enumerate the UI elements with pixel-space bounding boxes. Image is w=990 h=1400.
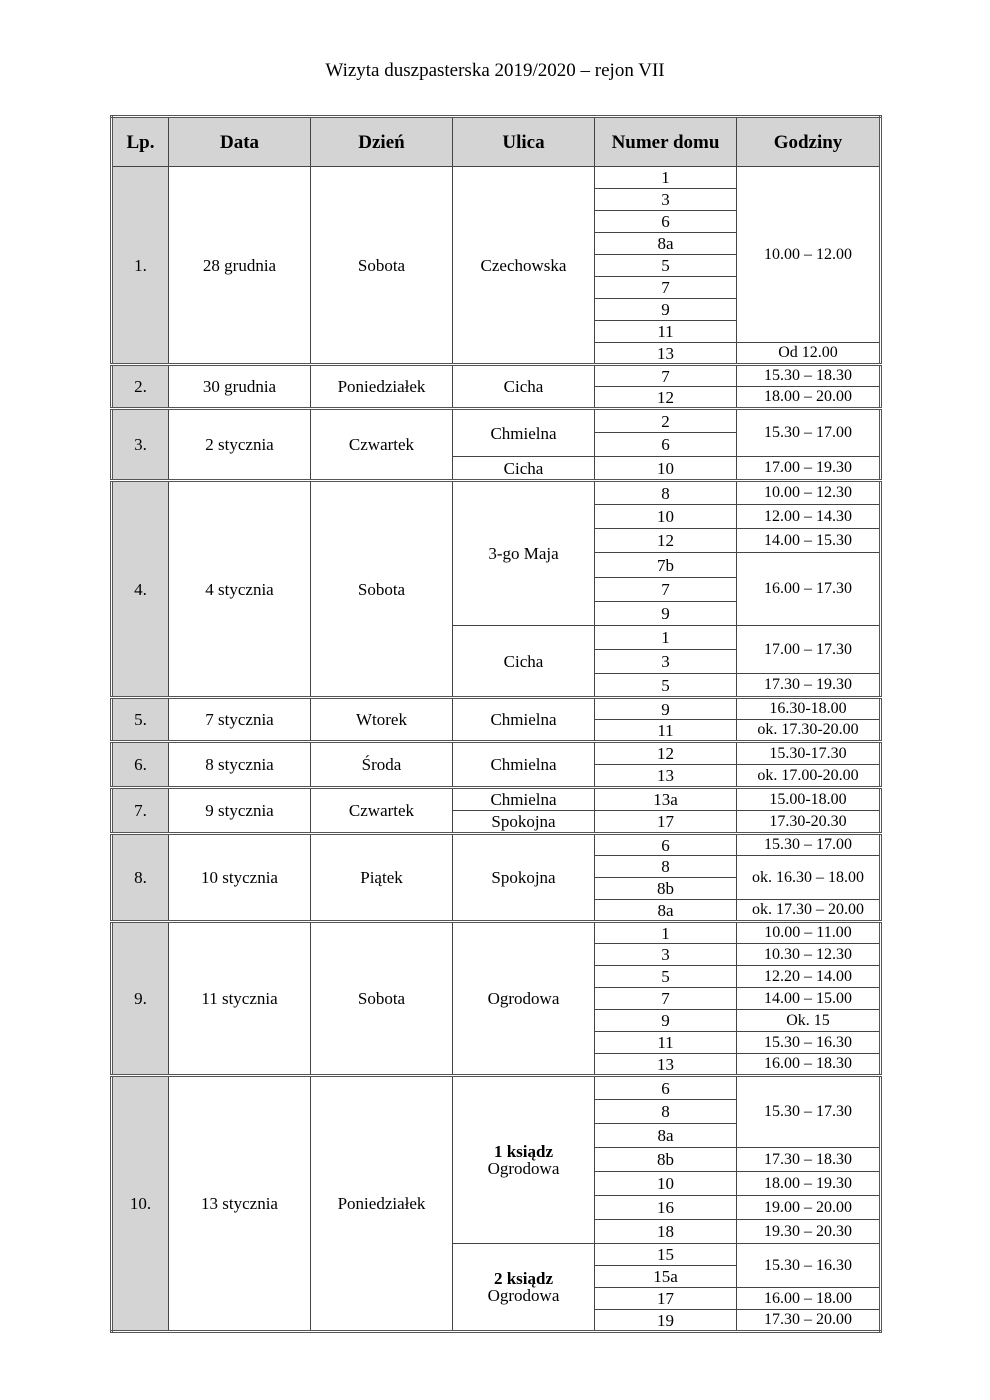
house-number-cell: 5 [595,674,737,698]
table-row [112,834,881,856]
house-number-cell: 17 [595,1288,737,1310]
visit-day-cell: Środa [311,742,453,788]
header-godziny: Godziny [737,117,881,167]
house-number-cell: 12 [595,387,737,409]
visit-lp-cell: 8. [112,834,169,922]
hours-cell: Od 12.00 [737,343,881,365]
street-cell: Cicha [453,365,595,409]
hours-cell: 17.30 – 20.00 [737,1310,881,1332]
house-number-cell: 1 [595,167,737,189]
visit-date-cell: 11 stycznia [169,922,311,1076]
visit-date-cell: 9 stycznia [169,788,311,834]
table-row [112,409,881,433]
street-name: Ogrodowa [487,1159,560,1178]
street-cell: Chmielna [453,409,595,457]
house-number-cell: 3 [595,650,737,674]
street-cell: 3-go Maja [453,481,595,626]
priest-label: 1 ksiądz [493,1142,554,1161]
hours-cell: 15.00-18.00 [737,788,881,811]
hours-cell: 14.00 – 15.30 [737,529,881,553]
visit-date-cell: 30 grudnia [169,365,311,409]
house-number-cell: 5 [595,255,737,277]
hours-cell: 18.00 – 19.30 [737,1172,881,1196]
house-number-cell: 15 [595,1244,737,1266]
hours-cell: ok. 16.30 – 18.00 [737,856,881,900]
hours-cell: 17.30 – 19.30 [737,674,881,698]
hours-cell: 16.30-18.00 [737,698,881,720]
house-number-cell: 6 [595,834,737,856]
house-number-cell: 8b [595,878,737,900]
street-cell: Chmielna [453,788,595,811]
house-number-cell: 6 [595,1076,737,1100]
house-number-cell: 9 [595,299,737,321]
house-number-cell: 7 [595,365,737,387]
house-number-cell: 19 [595,1310,737,1332]
visit-lp-cell: 5. [112,698,169,742]
visit-lp-cell: 9. [112,922,169,1076]
header-dzien: Dzień [311,117,453,167]
visit-date-cell: 8 stycznia [169,742,311,788]
table-row [112,1076,881,1100]
house-number-cell: 8 [595,481,737,505]
visit-day-cell: Sobota [311,481,453,698]
house-number-cell: 8a [595,900,737,922]
visit-lp-cell: 1. [112,167,169,365]
house-number-cell: 9 [595,602,737,626]
visit-date-cell: 4 stycznia [169,481,311,698]
visit-date-cell: 7 stycznia [169,698,311,742]
house-number-cell: 8a [595,1124,737,1148]
house-number-cell: 8b [595,1148,737,1172]
house-number-cell: 9 [595,698,737,720]
street-cell [453,1076,595,1244]
street-name: Ogrodowa [487,1286,560,1305]
hours-cell: 19.30 – 20.30 [737,1220,881,1244]
house-number-cell: 3 [595,944,737,966]
house-number-cell: 12 [595,742,737,765]
hours-cell: 10.00 – 12.30 [737,481,881,505]
house-number-cell: 6 [595,211,737,233]
table-body [112,167,881,1332]
hours-cell: 15.30 – 16.30 [737,1032,881,1054]
table-row [112,922,881,944]
house-number-cell: 6 [595,433,737,457]
street-cell: Cicha [453,457,595,481]
table-row [112,167,881,189]
hours-cell: 16.00 – 17.30 [737,553,881,626]
hours-cell: 19.00 – 20.00 [737,1196,881,1220]
hours-cell: 17.30 – 18.30 [737,1148,881,1172]
hours-cell: 10.30 – 12.30 [737,944,881,966]
visit-day-cell: Poniedziałek [311,365,453,409]
hours-cell: 17.30-20.30 [737,811,881,834]
house-number-cell: 18 [595,1220,737,1244]
hours-cell: 15.30 – 17.00 [737,409,881,457]
visit-lp-cell: 7. [112,788,169,834]
table-row [112,698,881,720]
hours-cell: 10.00 – 11.00 [737,922,881,944]
street-cell: Czechowska [453,167,595,365]
house-number-cell: 7 [595,988,737,1010]
street-cell: Spokojna [453,834,595,922]
visit-day-cell: Czwartek [311,788,453,834]
visit-schedule-table [110,115,882,1333]
hours-cell: 14.00 – 15.00 [737,988,881,1010]
hours-cell: 15.30 – 16.30 [737,1244,881,1288]
visit-day-cell: Sobota [311,922,453,1076]
house-number-cell: 8a [595,233,737,255]
hours-cell: 12.00 – 14.30 [737,505,881,529]
house-number-cell: 11 [595,321,737,343]
house-number-cell: 1 [595,626,737,650]
visit-day-cell: Sobota [311,167,453,365]
house-number-cell: 15a [595,1266,737,1288]
visit-date-cell: 13 stycznia [169,1076,311,1332]
visit-lp-cell: 2. [112,365,169,409]
visit-date-cell: 2 stycznia [169,409,311,481]
street-cell: Chmielna [453,742,595,788]
house-number-cell: 9 [595,1010,737,1032]
house-number-cell: 11 [595,720,737,742]
priest-label: 2 ksiądz [493,1269,554,1288]
house-number-cell: 5 [595,966,737,988]
hours-cell: ok. 17.30-20.00 [737,720,881,742]
house-number-cell: 13 [595,343,737,365]
header-lp: Lp. [112,117,169,167]
table-row [112,481,881,505]
visit-day-cell: Wtorek [311,698,453,742]
visit-date-cell: 28 grudnia [169,167,311,365]
table-row [112,365,881,387]
street-cell [453,1244,595,1332]
hours-cell: ok. 17.00-20.00 [737,765,881,788]
table-row [112,742,881,765]
hours-cell: 15.30 – 18.30 [737,365,881,387]
page-title: Wizyta duszpasterska 2019/2020 – rejon VII [325,60,665,81]
house-number-cell: 8 [595,856,737,878]
house-number-cell: 7 [595,277,737,299]
house-number-cell: 8 [595,1100,737,1124]
street-cell: Ogrodowa [453,922,595,1076]
hours-cell: 17.00 – 17.30 [737,626,881,674]
house-number-cell: 7 [595,578,737,602]
hours-cell: ok. 17.30 – 20.00 [737,900,881,922]
header-ulica: Ulica [453,117,595,167]
hours-cell: 12.20 – 14.00 [737,966,881,988]
hours-cell: 15.30 – 17.00 [737,834,881,856]
house-number-cell: 16 [595,1196,737,1220]
visit-day-cell: Piątek [311,834,453,922]
header-data: Data [169,117,311,167]
table-header-row [112,117,881,167]
visit-date-cell: 10 stycznia [169,834,311,922]
house-number-cell: 17 [595,811,737,834]
visit-lp-cell: 4. [112,481,169,698]
street-cell: Cicha [453,626,595,698]
house-number-cell: 1 [595,922,737,944]
table-row [112,788,881,811]
house-number-cell: 10 [595,505,737,529]
house-number-cell: 3 [595,189,737,211]
hours-cell: 10.00 – 12.00 [737,167,881,343]
visit-day-cell: Poniedziałek [311,1076,453,1332]
house-number-cell: 13 [595,765,737,788]
visit-lp-cell: 6. [112,742,169,788]
house-number-cell: 10 [595,457,737,481]
hours-cell: Ok. 15 [737,1010,881,1032]
house-number-cell: 11 [595,1032,737,1054]
house-number-cell: 10 [595,1172,737,1196]
hours-cell: 16.00 – 18.00 [737,1288,881,1310]
house-number-cell: 13 [595,1054,737,1076]
hours-cell: 15.30 – 17.30 [737,1076,881,1148]
hours-cell: 18.00 – 20.00 [737,387,881,409]
visit-lp-cell: 3. [112,409,169,481]
street-cell: Chmielna [453,698,595,742]
street-cell: Spokojna [453,811,595,834]
hours-cell: 17.00 – 19.30 [737,457,881,481]
hours-cell: 16.00 – 18.30 [737,1054,881,1076]
hours-cell: 15.30-17.30 [737,742,881,765]
visit-lp-cell: 10. [112,1076,169,1332]
house-number-cell: 12 [595,529,737,553]
house-number-cell: 13a [595,788,737,811]
house-number-cell: 2 [595,409,737,433]
house-number-cell: 7b [595,553,737,578]
visit-day-cell: Czwartek [311,409,453,481]
header-numer-domu: Numer domu [595,117,737,167]
